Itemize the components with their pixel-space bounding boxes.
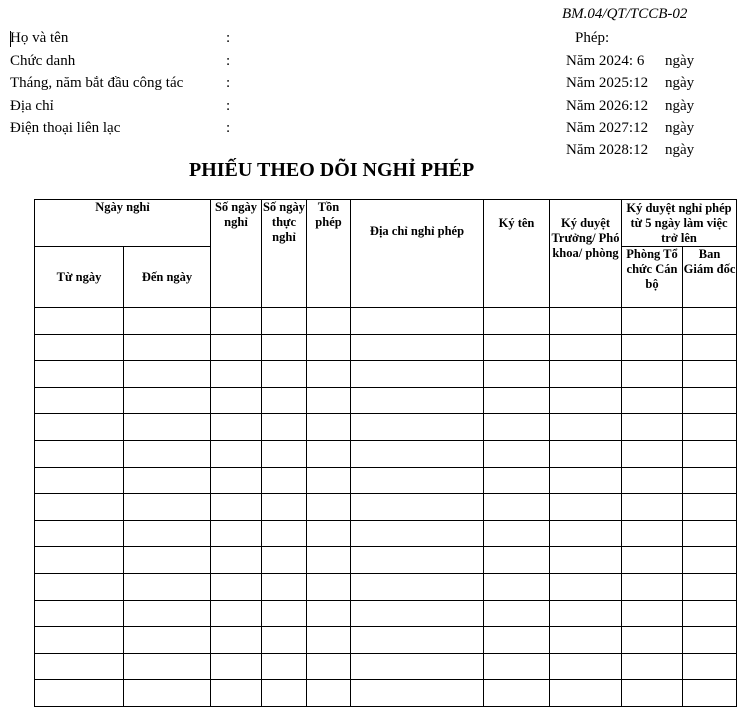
table-cell[interactable] — [683, 494, 737, 521]
table-cell[interactable] — [124, 680, 211, 707]
table-cell[interactable] — [484, 547, 550, 574]
table-cell[interactable] — [550, 467, 622, 494]
table-cell[interactable] — [484, 520, 550, 547]
header-signature: Ký tên — [484, 200, 550, 308]
table-cell[interactable] — [622, 547, 683, 574]
table-row — [35, 308, 737, 335]
leave-year-label: Năm 2027:12 — [566, 120, 649, 136]
table-row — [35, 387, 737, 414]
table-cell[interactable] — [35, 520, 124, 547]
table-cell[interactable] — [262, 361, 307, 388]
table-cell[interactable] — [351, 467, 484, 494]
table-cell[interactable] — [622, 573, 683, 600]
table-cell[interactable] — [262, 653, 307, 680]
table-cell[interactable] — [211, 680, 262, 707]
table-cell[interactable] — [124, 547, 211, 574]
table-cell[interactable] — [35, 467, 124, 494]
header-leave-address: Địa chỉ nghỉ phép — [351, 200, 484, 308]
table-cell[interactable] — [211, 627, 262, 654]
table-cell[interactable] — [35, 308, 124, 335]
table-cell[interactable] — [124, 387, 211, 414]
table-cell[interactable] — [262, 520, 307, 547]
table-cell[interactable] — [307, 547, 351, 574]
table-cell[interactable] — [622, 600, 683, 627]
table-cell[interactable] — [35, 334, 124, 361]
table-cell[interactable] — [484, 573, 550, 600]
table-row — [35, 494, 737, 521]
table-cell[interactable] — [211, 414, 262, 441]
table-cell[interactable] — [307, 387, 351, 414]
table-cell[interactable] — [351, 361, 484, 388]
table-row — [35, 334, 737, 361]
table-cell[interactable] — [622, 414, 683, 441]
table-cell[interactable] — [262, 494, 307, 521]
table-cell[interactable] — [484, 467, 550, 494]
leave-year-unit: ngày — [665, 120, 695, 136]
table-cell[interactable] — [124, 627, 211, 654]
leave-year-label: Năm 2026:12 — [566, 98, 649, 114]
table-cell[interactable] — [307, 627, 351, 654]
header-board-of-directors: Ban Giám đốc — [683, 247, 737, 308]
table-cell[interactable] — [622, 627, 683, 654]
table-cell[interactable] — [35, 680, 124, 707]
table-row — [35, 440, 737, 467]
table-cell[interactable] — [550, 361, 622, 388]
leave-allowance-title: Phép: — [575, 30, 610, 46]
table-cell[interactable] — [211, 494, 262, 521]
table-cell[interactable] — [124, 414, 211, 441]
header-actual-days: Số ngày thực nghỉ — [262, 200, 307, 308]
header-to-date: Đến ngày — [124, 247, 211, 308]
table-row — [35, 547, 737, 574]
table-cell[interactable] — [124, 494, 211, 521]
table-cell[interactable] — [683, 600, 737, 627]
table-cell[interactable] — [211, 600, 262, 627]
table-cell[interactable] — [550, 680, 622, 707]
table-cell[interactable] — [683, 440, 737, 467]
table-cell[interactable] — [484, 600, 550, 627]
leave-year-row — [566, 75, 695, 92]
table-row — [35, 467, 737, 494]
table-cell[interactable] — [550, 627, 622, 654]
leave-year-unit: ngày — [665, 98, 695, 114]
table-cell[interactable] — [307, 680, 351, 707]
table-cell[interactable] — [351, 573, 484, 600]
table-cell[interactable] — [262, 467, 307, 494]
table-cell[interactable] — [351, 334, 484, 361]
table-cell[interactable] — [351, 308, 484, 335]
table-cell[interactable] — [622, 334, 683, 361]
field-colon: : — [226, 98, 231, 114]
table-cell[interactable] — [262, 334, 307, 361]
table-cell[interactable] — [307, 520, 351, 547]
table-cell[interactable] — [307, 494, 351, 521]
header-head-approval: Ký duyệt Trưởng/ Phó khoa/ phòng — [550, 200, 622, 308]
leave-year-label: Năm 2028:12 — [566, 142, 649, 158]
table-cell[interactable] — [622, 467, 683, 494]
table-cell[interactable] — [683, 308, 737, 335]
table-cell[interactable] — [550, 573, 622, 600]
header-days-count: Số ngày nghỉ — [211, 200, 262, 308]
table-row — [35, 653, 737, 680]
table-cell[interactable] — [211, 361, 262, 388]
table-cell[interactable] — [550, 414, 622, 441]
header-personnel-office: Phòng Tổ chức Cán bộ — [622, 247, 683, 308]
table-cell[interactable] — [35, 414, 124, 441]
field-address: Địa chỉ — [10, 98, 54, 114]
field-colon: : — [226, 120, 231, 136]
document-code: BM.04/QT/TCCB-02 — [562, 6, 688, 22]
table-cell[interactable] — [35, 387, 124, 414]
table-cell[interactable] — [124, 467, 211, 494]
table-cell[interactable] — [35, 440, 124, 467]
header-remaining-leave: Tồn phép — [307, 200, 351, 308]
table-cell[interactable] — [262, 387, 307, 414]
table-cell[interactable] — [262, 308, 307, 335]
table-cell[interactable] — [262, 627, 307, 654]
table-cell[interactable] — [622, 440, 683, 467]
header-leave-days: Ngày nghỉ — [35, 200, 211, 247]
leave-year-row — [566, 53, 695, 70]
table-cell[interactable] — [550, 547, 622, 574]
table-cell[interactable] — [211, 653, 262, 680]
table-cell[interactable] — [351, 600, 484, 627]
table-cell[interactable] — [622, 387, 683, 414]
table-cell[interactable] — [550, 308, 622, 335]
table-row — [35, 361, 737, 388]
table-row — [35, 520, 737, 547]
table-cell[interactable] — [262, 547, 307, 574]
table-cell[interactable] — [262, 440, 307, 467]
leave-log-body — [35, 308, 737, 707]
form-title: PHIẾU THEO DÕI NGHỈ PHÉP — [189, 159, 475, 181]
table-cell[interactable] — [262, 680, 307, 707]
table-cell[interactable] — [307, 573, 351, 600]
table-cell[interactable] — [211, 308, 262, 335]
table-cell[interactable] — [35, 653, 124, 680]
field-colon: : — [226, 53, 231, 69]
table-cell[interactable] — [124, 334, 211, 361]
table-cell[interactable] — [35, 627, 124, 654]
table-cell[interactable] — [351, 387, 484, 414]
table-cell[interactable] — [683, 520, 737, 547]
table-cell[interactable] — [307, 600, 351, 627]
table-cell[interactable] — [262, 573, 307, 600]
leave-year-label: Năm 2025:12 — [566, 75, 649, 91]
table-cell[interactable] — [124, 653, 211, 680]
table-cell[interactable] — [484, 387, 550, 414]
table-cell[interactable] — [484, 627, 550, 654]
leave-year-row — [566, 142, 695, 159]
table-cell[interactable] — [307, 334, 351, 361]
table-cell[interactable] — [622, 494, 683, 521]
table-cell[interactable] — [211, 573, 262, 600]
table-cell[interactable] — [35, 361, 124, 388]
table-cell[interactable] — [351, 520, 484, 547]
leave-year-unit: ngày — [665, 53, 695, 69]
table-cell[interactable] — [307, 440, 351, 467]
table-cell[interactable] — [351, 627, 484, 654]
table-cell[interactable] — [35, 573, 124, 600]
table-cell[interactable] — [622, 308, 683, 335]
table-row — [35, 414, 737, 441]
table-row — [35, 627, 737, 654]
table-cell[interactable] — [307, 653, 351, 680]
table-cell[interactable] — [351, 414, 484, 441]
table-cell[interactable] — [484, 680, 550, 707]
table-cell[interactable] — [550, 334, 622, 361]
header-from-date: Từ ngày — [35, 247, 124, 308]
field-colon: : — [226, 30, 231, 46]
table-cell[interactable] — [124, 520, 211, 547]
header-approval-5-days: Ký duyệt nghỉ phép từ 5 ngày làm việc trở lên — [622, 200, 737, 247]
table-cell[interactable] — [683, 467, 737, 494]
table-cell[interactable] — [351, 494, 484, 521]
table-cell[interactable] — [35, 600, 124, 627]
table-cell[interactable] — [622, 361, 683, 388]
table-cell[interactable] — [351, 653, 484, 680]
field-phone: Điện thoại liên lạc — [10, 120, 121, 136]
leave-year-unit: ngày — [665, 75, 695, 91]
table-cell[interactable] — [550, 440, 622, 467]
table-cell[interactable] — [307, 361, 351, 388]
table-cell[interactable] — [683, 334, 737, 361]
table-cell[interactable] — [484, 494, 550, 521]
table-cell[interactable] — [683, 573, 737, 600]
table-cell[interactable] — [351, 440, 484, 467]
table-cell[interactable] — [211, 387, 262, 414]
leave-year-unit: ngày — [665, 142, 695, 158]
table-cell[interactable] — [35, 547, 124, 574]
table-cell[interactable] — [307, 414, 351, 441]
table-cell[interactable] — [683, 414, 737, 441]
table-cell[interactable] — [622, 653, 683, 680]
table-cell[interactable] — [484, 361, 550, 388]
field-full-name: Họ và tên — [10, 30, 69, 46]
table-cell[interactable] — [622, 680, 683, 707]
table-cell[interactable] — [124, 361, 211, 388]
table-cell[interactable] — [550, 520, 622, 547]
table-cell[interactable] — [211, 467, 262, 494]
table-cell[interactable] — [262, 600, 307, 627]
leave-year-row — [566, 120, 695, 137]
table-cell[interactable] — [211, 520, 262, 547]
table-cell[interactable] — [550, 494, 622, 521]
table-cell[interactable] — [307, 467, 351, 494]
table-cell[interactable] — [211, 440, 262, 467]
table-cell[interactable] — [550, 653, 622, 680]
table-cell[interactable] — [351, 547, 484, 574]
table-cell[interactable] — [484, 440, 550, 467]
table-cell[interactable] — [124, 308, 211, 335]
table-cell[interactable] — [484, 653, 550, 680]
table-cell[interactable] — [683, 387, 737, 414]
table-row — [35, 573, 737, 600]
table-cell[interactable] — [124, 440, 211, 467]
table-cell[interactable] — [211, 547, 262, 574]
table-cell[interactable] — [484, 334, 550, 361]
table-row — [35, 600, 737, 627]
leave-year-row — [566, 98, 695, 115]
leave-log-table — [34, 199, 737, 707]
table-cell[interactable] — [351, 680, 484, 707]
table-cell[interactable] — [211, 334, 262, 361]
table-cell[interactable] — [683, 361, 737, 388]
table-cell[interactable] — [622, 520, 683, 547]
table-cell[interactable] — [683, 653, 737, 680]
table-row — [35, 680, 737, 707]
table-cell[interactable] — [35, 494, 124, 521]
field-position: Chức danh — [10, 53, 76, 69]
table-cell[interactable] — [307, 308, 351, 335]
field-colon: : — [226, 75, 231, 91]
table-cell[interactable] — [262, 414, 307, 441]
table-cell[interactable] — [484, 308, 550, 335]
leave-year-label: Năm 2024: 6 — [566, 53, 645, 69]
table-cell[interactable] — [124, 600, 211, 627]
table-cell[interactable] — [683, 627, 737, 654]
table-cell[interactable] — [550, 387, 622, 414]
table-cell[interactable] — [124, 573, 211, 600]
table-cell[interactable] — [484, 414, 550, 441]
table-cell[interactable] — [683, 680, 737, 707]
table-cell[interactable] — [550, 600, 622, 627]
field-start-date: Tháng, năm bắt đầu công tác — [10, 75, 184, 91]
table-cell[interactable] — [683, 547, 737, 574]
